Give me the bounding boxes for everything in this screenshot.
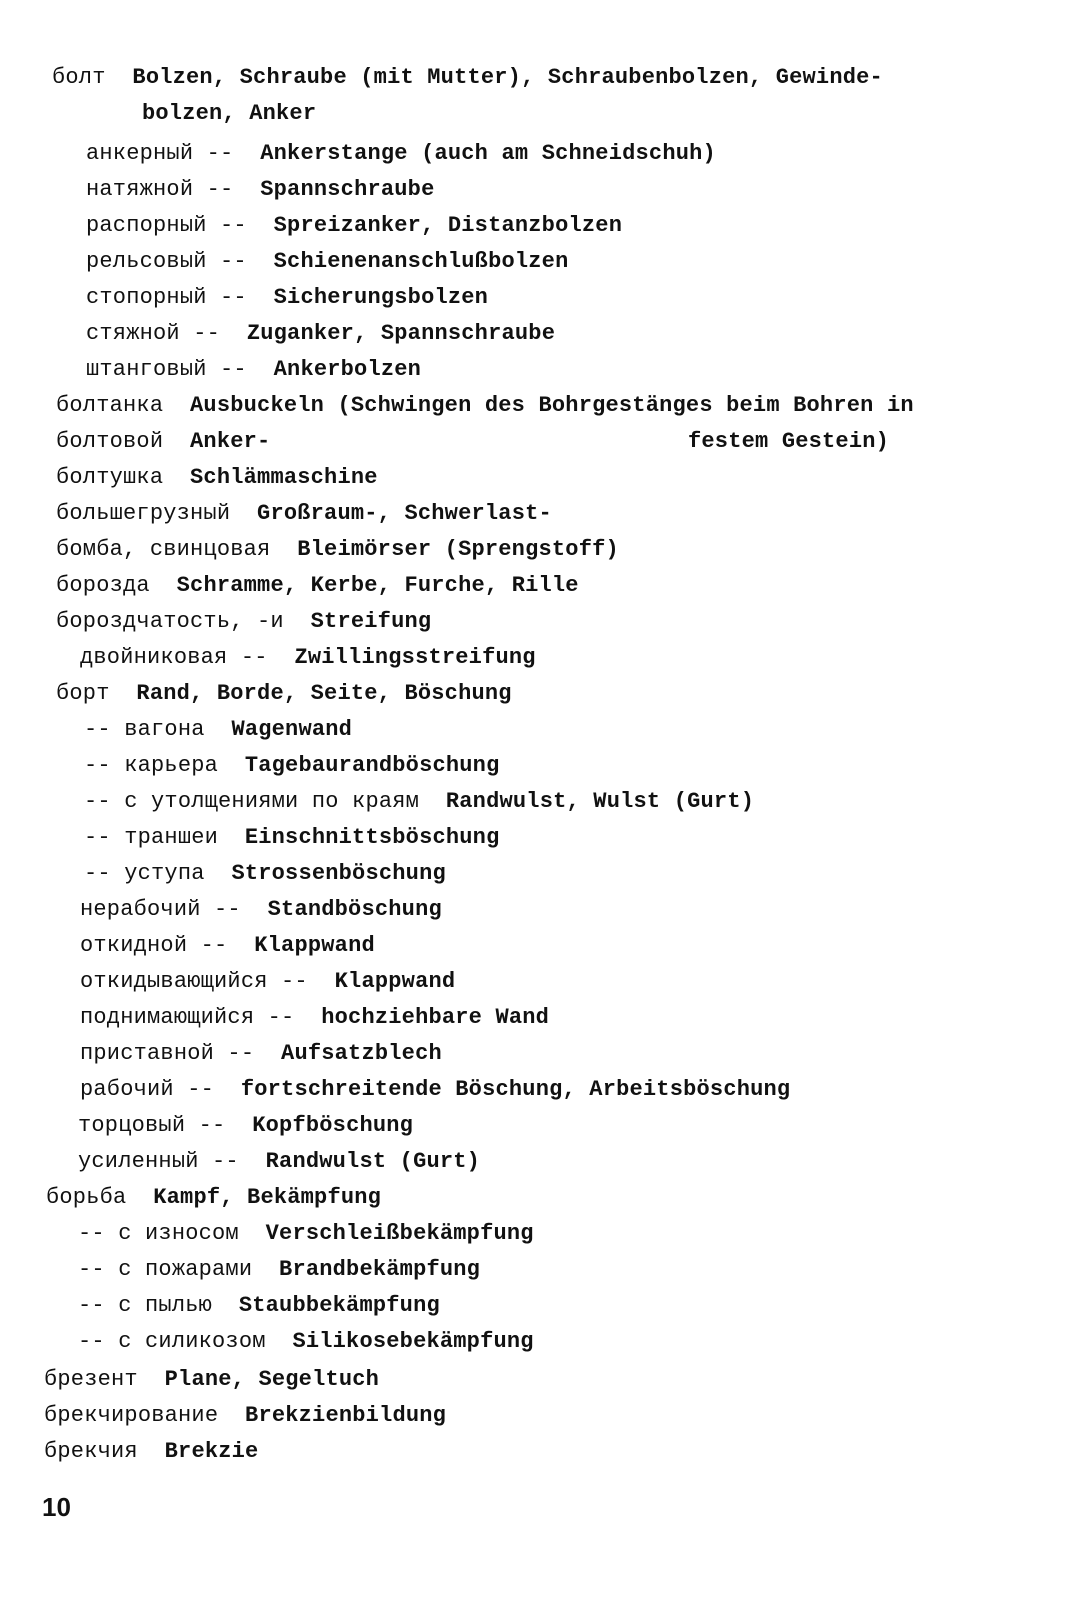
german-translation: Streifung <box>310 609 432 634</box>
russian-term: приставной -- <box>80 1041 255 1066</box>
entry-dvoinikovaya <box>80 644 536 672</box>
entry-pristavnoi <box>80 1040 442 1068</box>
german-translation: Spreizanker, Distanzbolzen <box>273 213 623 238</box>
page-number: 10 <box>42 1492 71 1522</box>
entry-brekchirovanie <box>44 1402 446 1430</box>
russian-term: откидывающийся -- <box>80 969 308 994</box>
entry-rabochii <box>80 1076 790 1104</box>
entry-relsovyi <box>86 248 569 276</box>
entry-borozdchatost <box>56 608 431 636</box>
russian-term: натяжной -- <box>86 177 234 202</box>
entry-borba-pozhary <box>78 1256 480 1284</box>
entry-boltovoi <box>56 428 270 456</box>
german-translation: fortschreitende Böschung, Arbeitsböschung <box>240 1077 791 1102</box>
german-translation: Randwulst, Wulst (Gurt) <box>445 789 755 814</box>
russian-term: двойниковая -- <box>80 645 268 670</box>
entry-usilennyi <box>78 1148 480 1176</box>
german-translation: Schienenanschlußbolzen <box>273 249 569 274</box>
entry-bort-karera <box>84 752 500 780</box>
german-translation: Brekzie <box>164 1439 259 1464</box>
german-translation: Silikosebekämpfung <box>292 1329 534 1354</box>
russian-term: бороздчатость, -и <box>56 609 284 634</box>
russian-term: усиленный -- <box>78 1149 239 1174</box>
russian-term: бомба, свинцовая <box>56 537 271 562</box>
german-translation: Brekzienbildung <box>245 1403 447 1428</box>
entry-tortsovyi <box>78 1112 413 1140</box>
german-translation: Kopfböschung <box>252 1113 414 1138</box>
entry-borba-silikoz <box>78 1328 534 1356</box>
german-translation: Bolzen, Schraube (mit Mutter), Schraubenbolzen, Gewinde- <box>132 65 883 90</box>
russian-term: брекчия <box>44 1439 138 1464</box>
russian-term: борьба <box>46 1185 127 1210</box>
entry-brekchiya <box>44 1438 258 1466</box>
german-translation: Schramme, Kerbe, Furche, Rille <box>176 573 579 598</box>
german-translation: Schlämmaschine <box>190 465 378 490</box>
russian-term: -- вагона <box>84 717 205 742</box>
entry-bort <box>56 680 512 708</box>
russian-term: -- с утолщениями по краям <box>84 789 420 814</box>
german-translation: Brandbekämpfung <box>279 1257 481 1282</box>
entry-bolt <box>52 64 883 92</box>
german-translation: Plane, Segeltuch <box>164 1367 380 1392</box>
russian-term: борт <box>56 681 110 706</box>
russian-term: -- траншеи <box>84 825 219 850</box>
german-translation: Ankerbolzen <box>273 357 422 382</box>
russian-term: болтушка <box>56 465 164 490</box>
russian-term: стяжной -- <box>86 321 221 346</box>
german-translation: Einschnittsböschung <box>244 825 500 850</box>
russian-term: поднимающийся -- <box>80 1005 295 1030</box>
russian-term: распорный -- <box>86 213 247 238</box>
german-translation: Aufsatzblech <box>281 1041 442 1066</box>
russian-term: торцовый -- <box>78 1113 226 1138</box>
russian-term: -- с пылью <box>78 1293 213 1318</box>
entry-bolshegruznyi <box>56 500 552 528</box>
russian-term: -- карьера <box>84 753 219 778</box>
german-translation: Großraum-, Schwerlast- <box>257 501 552 526</box>
entry-bort-transhei <box>84 824 500 852</box>
russian-term: рабочий -- <box>80 1077 215 1102</box>
entry-nerabochii <box>80 896 442 924</box>
german-translation: Randwulst (Gurt) <box>265 1149 481 1174</box>
german-translation: Sicherungsbolzen <box>273 285 489 310</box>
russian-term: болтанка <box>56 393 164 418</box>
entry-podnimayushchiisya <box>80 1004 549 1032</box>
german-translation: Wagenwand <box>231 717 353 742</box>
entry-natyazhnoi <box>86 176 434 204</box>
russian-term: штанговый -- <box>86 357 247 382</box>
russian-term: борозда <box>56 573 150 598</box>
russian-term: -- с силикозом <box>78 1329 266 1354</box>
entry-bort-utolshcheniya <box>84 788 754 816</box>
entry-brezent <box>44 1366 379 1394</box>
entry-raspornyi <box>86 212 622 240</box>
german-translation: Ankerstange (auch am Schneidschuh) <box>260 141 716 166</box>
russian-term: большегрузный <box>56 501 231 526</box>
german-translation: Standböschung <box>267 897 442 922</box>
entry-boltanka <box>56 392 914 420</box>
entry-otkidnoi <box>80 932 375 960</box>
russian-term: рельсовый -- <box>86 249 247 274</box>
russian-term: болт <box>52 65 106 90</box>
german-translation: hochziehbare Wand <box>321 1005 550 1030</box>
german-translation: Zuganker, Spannschraube <box>246 321 556 346</box>
entry-bort-vagona <box>84 716 352 744</box>
german-translation: Zwillingsstreifung <box>294 645 536 670</box>
german-translation: Bleimörser (Sprengstoff) <box>297 537 619 562</box>
german-translation: Ausbuckeln (Schwingen des Bohrgestänges beim Bohren in <box>190 393 914 418</box>
entry-bomba <box>56 536 619 564</box>
entry-borba-iznos <box>78 1220 534 1248</box>
entry-borozda <box>56 572 579 600</box>
german-translation: bolzen, Anker <box>142 101 317 126</box>
entry-boltushka <box>56 464 378 492</box>
german-translation: Anker- <box>190 429 271 454</box>
german-translation: Strossenböschung <box>231 861 446 886</box>
russian-term: нерабочий -- <box>80 897 241 922</box>
entry-otkidyvayushchiisya <box>80 968 455 996</box>
entry-borba-pyl <box>78 1292 440 1320</box>
russian-term: -- с износом <box>78 1221 239 1246</box>
german-translation: Kampf, Bekämpfung <box>153 1185 382 1210</box>
russian-term: анкерный -- <box>86 141 234 166</box>
german-translation: Klappwand <box>254 933 375 958</box>
russian-term: откидной -- <box>80 933 228 958</box>
entry-ankernyi <box>86 140 716 168</box>
russian-term: стопорный -- <box>86 285 247 310</box>
russian-term: брезент <box>44 1367 138 1392</box>
russian-term: брекчирование <box>44 1403 219 1428</box>
german-translation: Staubbekämpfung <box>238 1293 440 1318</box>
entry-shtangovyi <box>86 356 421 384</box>
german-translation: Tagebaurandböschung <box>244 753 500 778</box>
entry-borba <box>46 1184 381 1212</box>
german-translation: Klappwand <box>334 969 456 994</box>
continuation-text: festem Gestein) <box>688 429 890 454</box>
entry-bort-ustupa <box>84 860 446 888</box>
german-translation: Verschleißbekämpfung <box>265 1221 534 1246</box>
russian-term: болтовой <box>56 429 164 454</box>
entry-stopornyi <box>86 284 488 312</box>
german-translation: Rand, Borde, Seite, Böschung <box>136 681 512 706</box>
russian-term: -- уступа <box>84 861 205 886</box>
entry-bolt-continued <box>142 100 316 128</box>
russian-term: -- с пожарами <box>78 1257 253 1282</box>
entry-styazhnoi <box>86 320 555 348</box>
german-translation: Spannschraube <box>260 177 435 202</box>
